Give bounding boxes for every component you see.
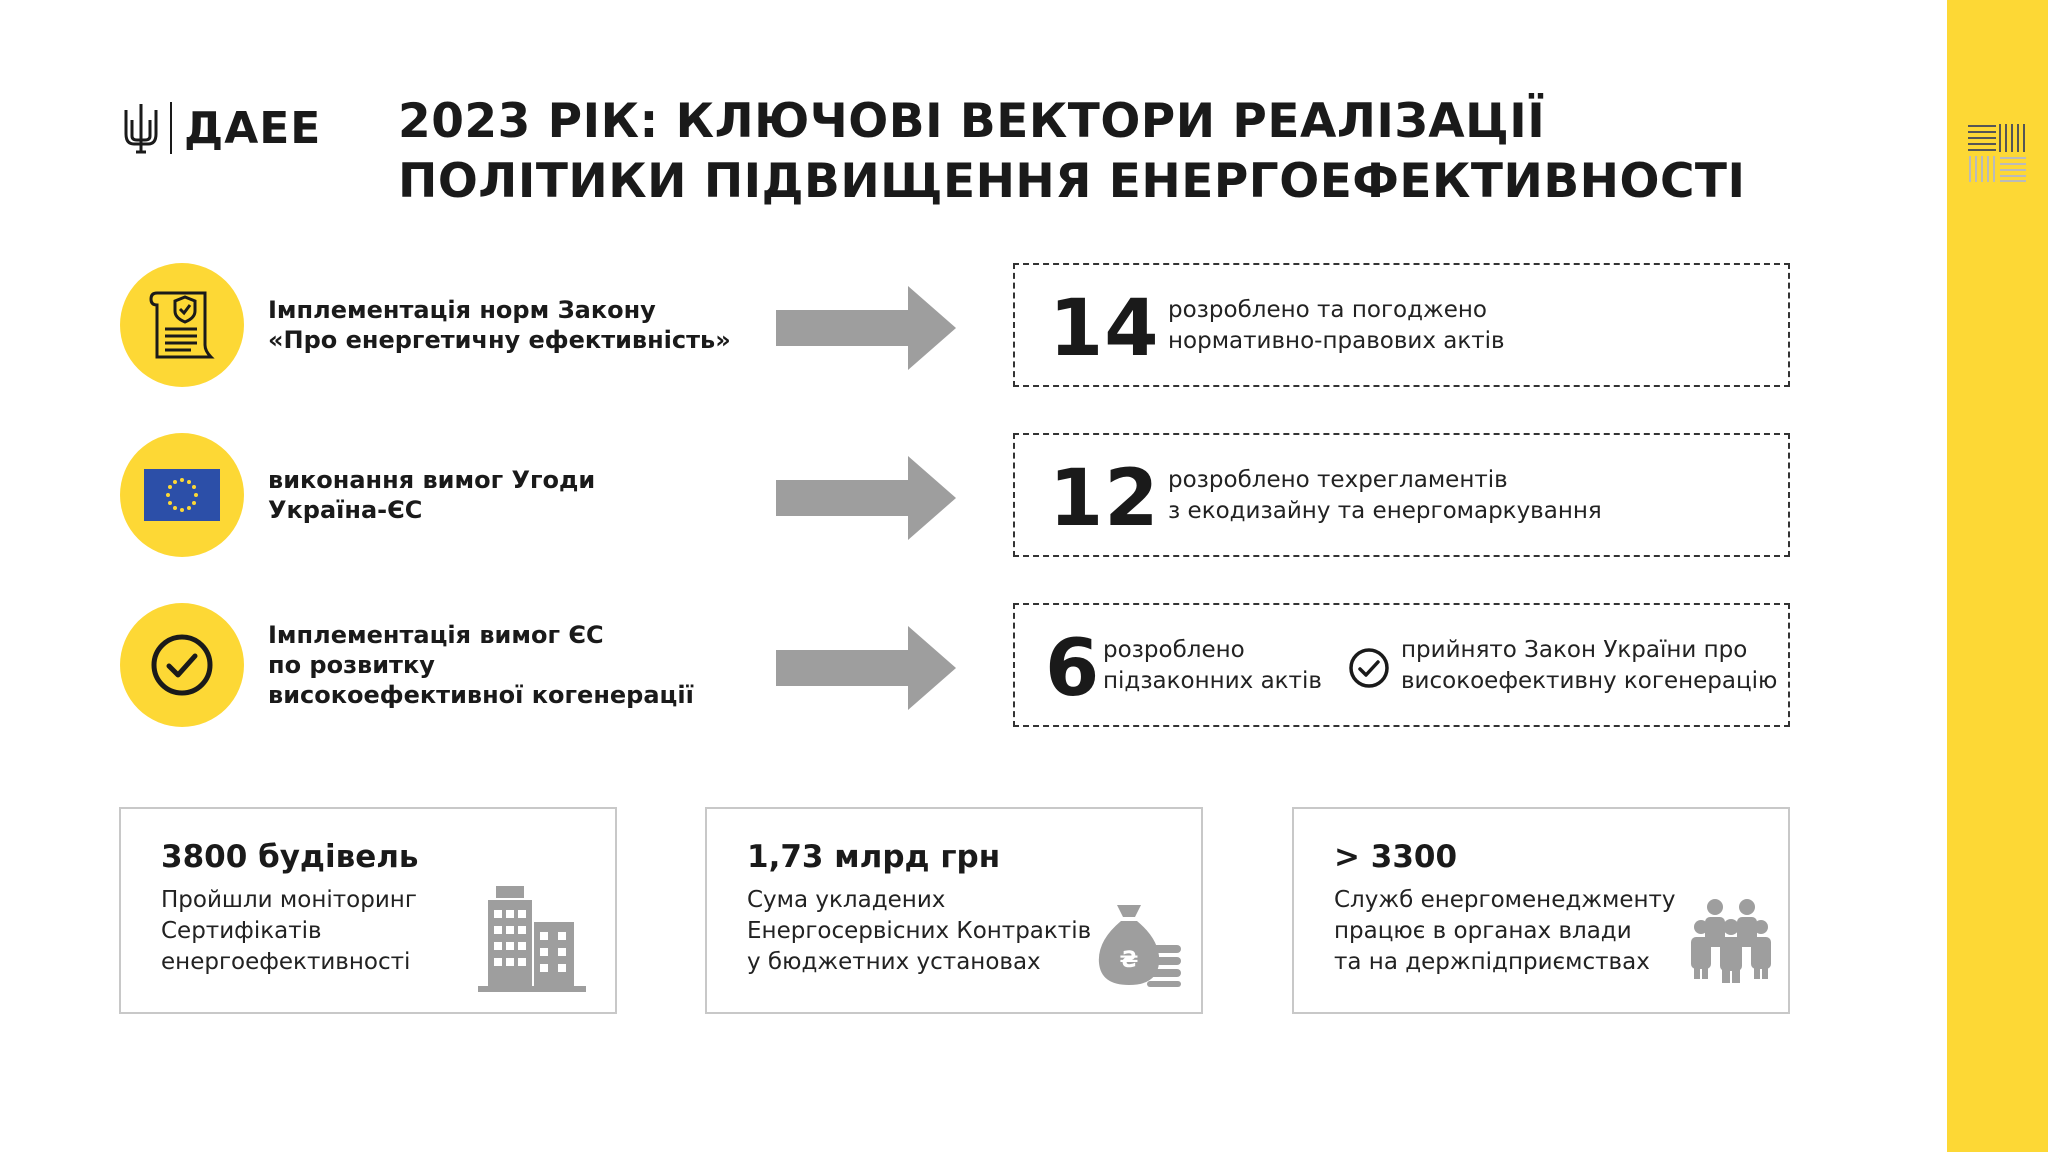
row-3-icon-circle <box>120 603 244 727</box>
row-2-number: 12 <box>1049 454 1160 544</box>
law-document-icon <box>147 287 217 363</box>
row-2-label-line-1: виконання вимог Угоди <box>268 466 596 494</box>
title-line-1: 2023 РІК: КЛЮЧОВІ ВЕКТОРИ РЕАЛІЗАЦІЇ <box>398 94 1546 149</box>
striped-square-icon <box>1968 124 2026 182</box>
logo-separator <box>170 102 172 154</box>
row-3-extra-line-1: прийнято Закон України про <box>1401 637 1748 663</box>
row-1-label-line-1: Імплементація норм Закону <box>268 296 656 324</box>
title-line-2: ПОЛІТИКИ ПІДВИЩЕННЯ ЕНЕРГОЕФЕКТИВНОСТІ <box>398 154 1746 209</box>
buildings-icon <box>478 886 588 994</box>
row-2-description <box>1168 465 1602 527</box>
row-3-description <box>1103 635 1322 697</box>
stat-2-text-line-1: Сума укладених <box>747 887 946 913</box>
row-2-icon-circle <box>120 433 244 557</box>
row-3-label-line-1: Імплементація вимог ЄС <box>268 621 604 649</box>
check-circle-icon <box>150 633 214 697</box>
row-3-desc-line-1: розроблено <box>1103 637 1245 663</box>
stat-1-text-line-1: Пройшли моніторинг <box>161 887 417 913</box>
stat-3-text-line-2: працює в органах влади <box>1334 918 1632 944</box>
stat-card-buildings <box>119 807 617 1014</box>
row-3-arrow-icon <box>776 626 956 710</box>
row-1-desc-line-2: нормативно-правових актів <box>1168 328 1505 354</box>
row-2-result-box <box>1013 433 1790 557</box>
row-3-extra-line-2: високоефективну когенерацію <box>1401 668 1778 694</box>
row-3-number: 6 <box>1045 624 1101 714</box>
row-1-number: 14 <box>1049 284 1160 374</box>
row-3-result-box <box>1013 603 1790 727</box>
stat-3-text-line-3: та на держпідприємствах <box>1334 949 1650 975</box>
row-2-label-line-2: Україна-ЄС <box>268 496 423 524</box>
small-check-circle-icon <box>1348 647 1390 689</box>
row-3-desc-line-2: підзаконних актів <box>1103 668 1322 694</box>
stat-2-text <box>747 885 1091 978</box>
row-1-label <box>268 295 738 355</box>
brand-logo <box>122 100 321 156</box>
stat-2-text-line-3: у бюджетних установах <box>747 949 1041 975</box>
row-2-arrow-icon <box>776 456 956 540</box>
stat-3-text <box>1334 885 1676 978</box>
row-3-label-line-2: по розвитку <box>268 651 435 679</box>
stat-2-title: 1,73 млрд грн <box>747 839 1001 875</box>
stat-2-text-line-2: Енергосервісних Контрактів <box>747 918 1092 944</box>
stat-3-title: > 3300 <box>1334 839 1458 875</box>
people-group-icon <box>1691 897 1771 983</box>
row-1-description <box>1168 295 1505 357</box>
svg-text:₴: ₴ <box>1119 948 1139 973</box>
row-1-icon-circle <box>120 263 244 387</box>
stat-1-text-line-2: Сертифікатів <box>161 918 322 944</box>
stat-card-funding <box>705 807 1203 1014</box>
money-bag-icon <box>1097 901 1185 989</box>
stat-1-text <box>161 885 417 978</box>
stat-card-services <box>1292 807 1790 1014</box>
row-3-label <box>268 620 738 710</box>
row-1-label-line-2: «Про енергетичну ефективність» <box>268 326 731 354</box>
row-1-desc-line-1: розроблено та погоджено <box>1168 297 1487 323</box>
row-3-extra-description <box>1401 635 1777 697</box>
row-2-label <box>268 465 738 525</box>
stat-1-title: 3800 будівель <box>161 839 419 875</box>
row-2-desc-line-2: з екодизайну та енергомаркування <box>1168 498 1602 524</box>
row-3-label-line-3: високоефективної когенерації <box>268 681 694 709</box>
row-1-arrow-icon <box>776 286 956 370</box>
row-1-result-box <box>1013 263 1790 387</box>
stat-3-text-line-1: Служб енергоменеджменту <box>1334 887 1676 913</box>
stat-1-text-line-3: енергоефективності <box>161 949 411 975</box>
row-2-desc-line-1: розроблено техрегламентів <box>1168 467 1508 493</box>
page-title <box>398 92 1898 212</box>
brand-name: ДАЕЕ <box>184 102 322 154</box>
trident-icon <box>122 100 160 156</box>
eu-flag-icon <box>144 469 220 521</box>
